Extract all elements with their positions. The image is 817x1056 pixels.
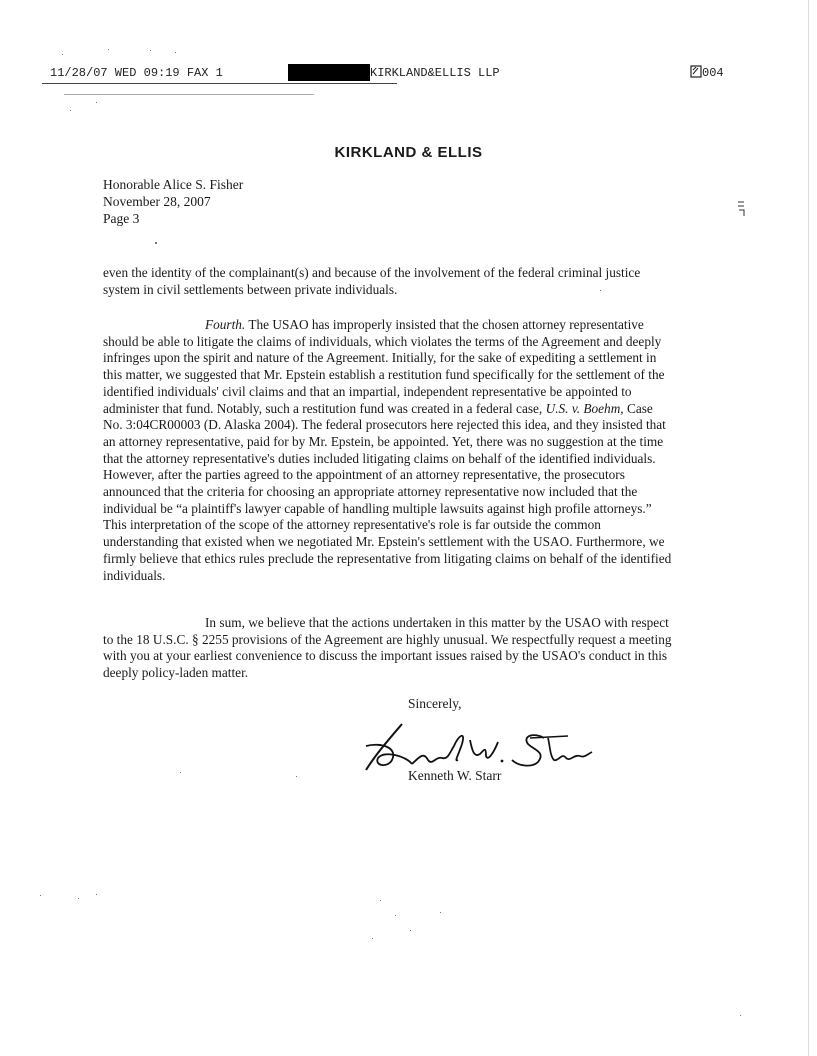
fax-firm-name: KIRKLAND&ELLIS LLP <box>370 66 500 80</box>
fourth-text-b: Case No. 3:04CR00003 (D. Alaska 2004). The federal prosecutors here rejected this idea, and they insisted that an attorney representative, paid for by Mr. Epstein, be appointed. Yet, there was no suggestion at the time that the attorney representative's duties included litigating claims on behalf of the identified individuals. However, after the parties agreed to the appointment of an attorney representative, the prosecutors announced that the criteria for choosing an appropriate attorney representative now included that the individual be “a plaintiff's lawyer capable of handling multiple lawsuits against high profile attorneys.” This interpretation of the scope of the attorney representative's role is far outside the common understanding that existed when we negotiated Mr. Epstein's settlement with the USAO. Furthermore, we firmly believe that ethics rules preclude the representative from litigating claims on behalf of the identified individuals. <box>103 400 672 583</box>
fax-page-icon <box>690 65 702 78</box>
margin-mark <box>736 200 746 218</box>
scan-speck <box>96 894 97 895</box>
fax-header-rule <box>42 83 397 84</box>
scan-speck <box>440 912 441 913</box>
case-citation: U.S. v. Boehm, <box>545 400 624 416</box>
scan-speck <box>175 52 176 53</box>
paragraph-summary: In sum, we believe that the actions undertaken in this matter by the USAO with respect to the 18 U.S.C. § 2255 provisions of the Agreement are highly unusual. We respectfully request a meeting with you at your earliest convenience to discuss the important issues raised by the USAO's conduct in this deeply policy-laden matter. <box>103 615 672 681</box>
scan-speck <box>108 49 109 50</box>
handwritten-signature <box>362 716 602 776</box>
scan-speck <box>410 930 411 931</box>
recipient-name: Honorable Alice S. Fisher <box>103 177 244 192</box>
paragraph-continuation: even the identity of the complainant(s) and because of the involvement of the federal criminal justice system in civil settlements between private individuals. <box>103 265 641 297</box>
paragraph-fourth <box>103 317 673 584</box>
scan-speck <box>62 54 63 55</box>
fax-page-group <box>690 65 724 80</box>
scan-speck <box>155 242 157 244</box>
fourth-lead: Fourth. <box>205 317 246 332</box>
letterhead: KIRKLAND & ELLIS <box>334 144 483 161</box>
scan-speck <box>180 772 181 773</box>
scan-speck <box>372 938 373 939</box>
redaction-block <box>288 64 370 81</box>
fax-datetime: 11/28/07 WED 09:19 FAX 1 <box>50 66 223 80</box>
recipient-block <box>103 176 243 227</box>
scan-speck <box>600 290 601 291</box>
closing: Sincerely, <box>408 696 462 711</box>
scan-speck <box>296 776 297 777</box>
scan-speck <box>150 50 151 51</box>
page-number: Page 3 <box>103 211 140 226</box>
scan-speck <box>78 898 79 899</box>
fax-page-code: 004 <box>702 66 724 80</box>
scan-speck <box>40 895 41 896</box>
scan-speck <box>70 110 71 111</box>
fax-header-rule-secondary <box>64 94 314 95</box>
fourth-text-a: The USAO has improperly insisted that the chosen attorney representative should be able to litigate the claims of individuals, which violates the terms of the Agreement and deeply infringes upon the spirit and nature of the Agreement. Initially, for the sake of expediting a settlement in this matter, we suggested that Mr. Epstein establish a restitution fund specifically for the settlement of the identified individuals' civil claims and that an impartial, independent representative be appointed to administer that fund. Notably, such a restitution fund was created in a federal case, <box>103 317 665 416</box>
scan-speck <box>380 900 381 901</box>
letter-date: November 28, 2007 <box>103 194 211 209</box>
signer-name: Kenneth W. Starr <box>408 768 502 783</box>
scan-speck <box>740 1015 741 1016</box>
fax-header <box>48 64 768 84</box>
scan-speck <box>96 102 97 103</box>
scan-speck <box>395 915 396 916</box>
